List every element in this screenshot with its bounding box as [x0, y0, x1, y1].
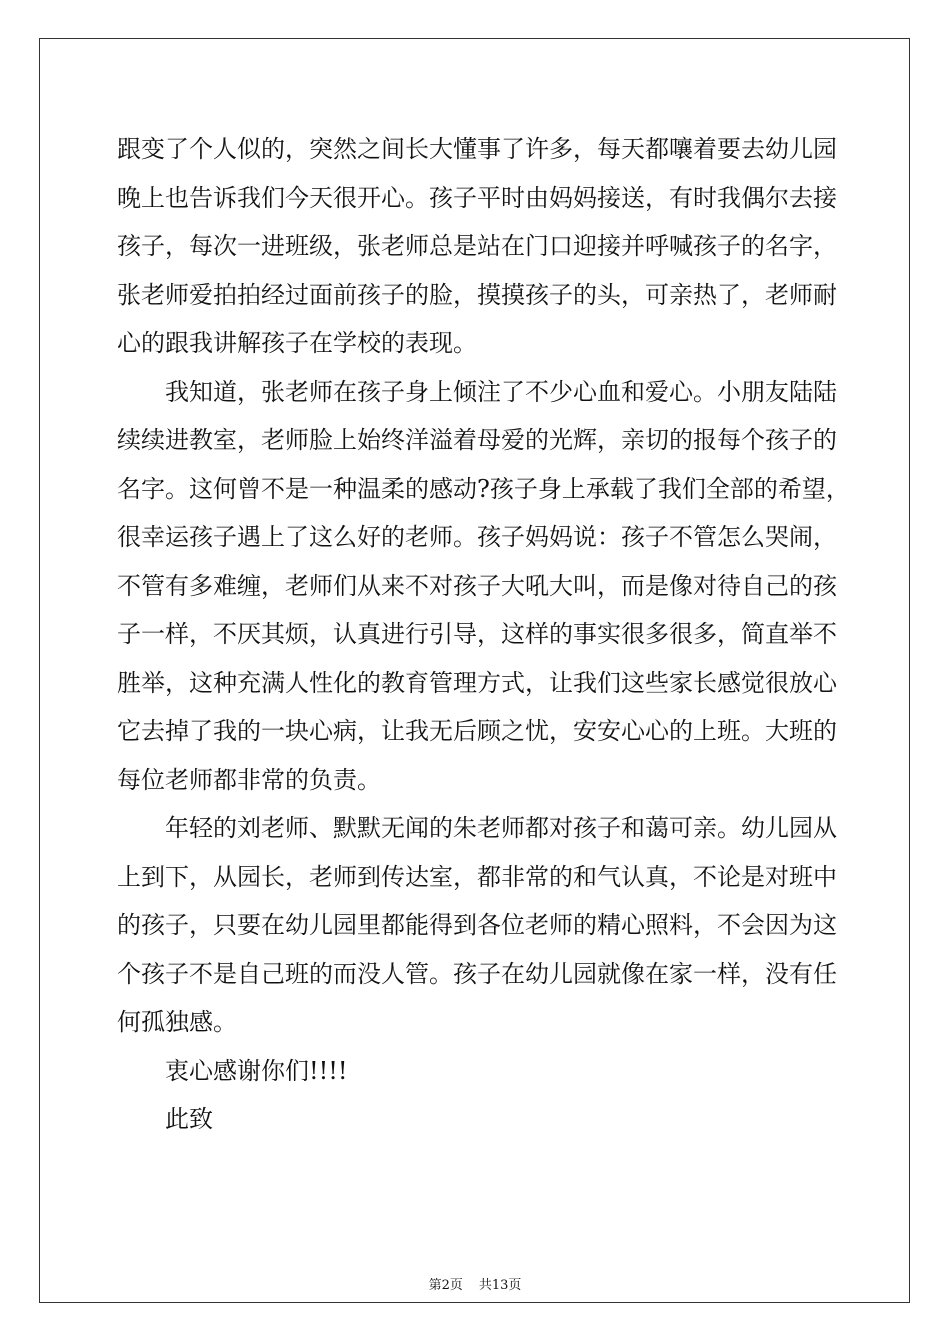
text-line: 它去掉了我的一块心病，让我无后顾之忧，安安心心的上班。大班的	[117, 717, 837, 745]
text-line: 晚上也告诉我们今天很开心。孩子平时由妈妈接送，有时我偶尔去接	[117, 183, 837, 212]
letter-body	[117, 125, 857, 1144]
text-line: 上到下，从园长，老师到传达室，都非常的和气认真，不论是对班中	[117, 862, 837, 891]
text-line: 何孤独感。	[117, 1008, 237, 1036]
text-line: 的孩子，只要在幼儿园里都能得到各位老师的精心照料，不会因为这	[117, 911, 837, 939]
text-line: 此致	[165, 1105, 213, 1133]
text-line: 续续进教室，老师脸上始终洋溢着母爱的光辉，亲切的报每个孩子的	[117, 426, 837, 454]
text-line: 每位老师都非常的负责。	[117, 765, 381, 794]
text-line: 跟变了个人似的，突然之间长大懂事了许多，每天都嚷着要去幼儿园	[117, 135, 837, 163]
page-total: 共13页	[478, 1278, 522, 1293]
text-line: 张老师爱拍拍经过面前孩子的脸，摸摸孩子的头，可亲热了，老师耐	[117, 280, 837, 309]
text-line: 孩子，每次一进班级，张老师总是站在门口迎接并呼喊孩子的名字，	[117, 232, 837, 260]
text-line: 我知道，张老师在孩子身上倾注了不少心血和爱心。小朋友陆陆	[165, 377, 837, 406]
text-line: 衷心感谢你们!!!!	[165, 1056, 348, 1085]
text-line: 胜举，这种充满人性化的教育管理方式，让我们这些家长感觉很放心	[117, 668, 837, 697]
text-line: 名字。这何曾不是一种温柔的感动?孩子身上承载了我们全部的希望，	[117, 474, 850, 503]
page-number: 第2页	[428, 1278, 463, 1293]
text-line: 子一样，不厌其烦，认真进行引导，这样的事实很多很多，简直举不	[117, 620, 837, 648]
text-line: 心的跟我讲解孩子在学校的表现。	[117, 329, 477, 357]
page-footer	[0, 1278, 950, 1294]
text-line: 不管有多难缠，老师们从来不对孩子大吼大叫，而是像对待自己的孩	[117, 571, 837, 600]
text-line: 很幸运孩子遇上了这么好的老师。孩子妈妈说：孩子不管怎么哭闹，	[117, 523, 837, 551]
text-line: 年轻的刘老师、默默无闻的朱老师都对孩子和蔼可亲。幼儿园从	[165, 814, 837, 842]
text-line: 个孩子不是自己班的而没人管。孩子在幼儿园就像在家一样，没有任	[117, 959, 837, 988]
